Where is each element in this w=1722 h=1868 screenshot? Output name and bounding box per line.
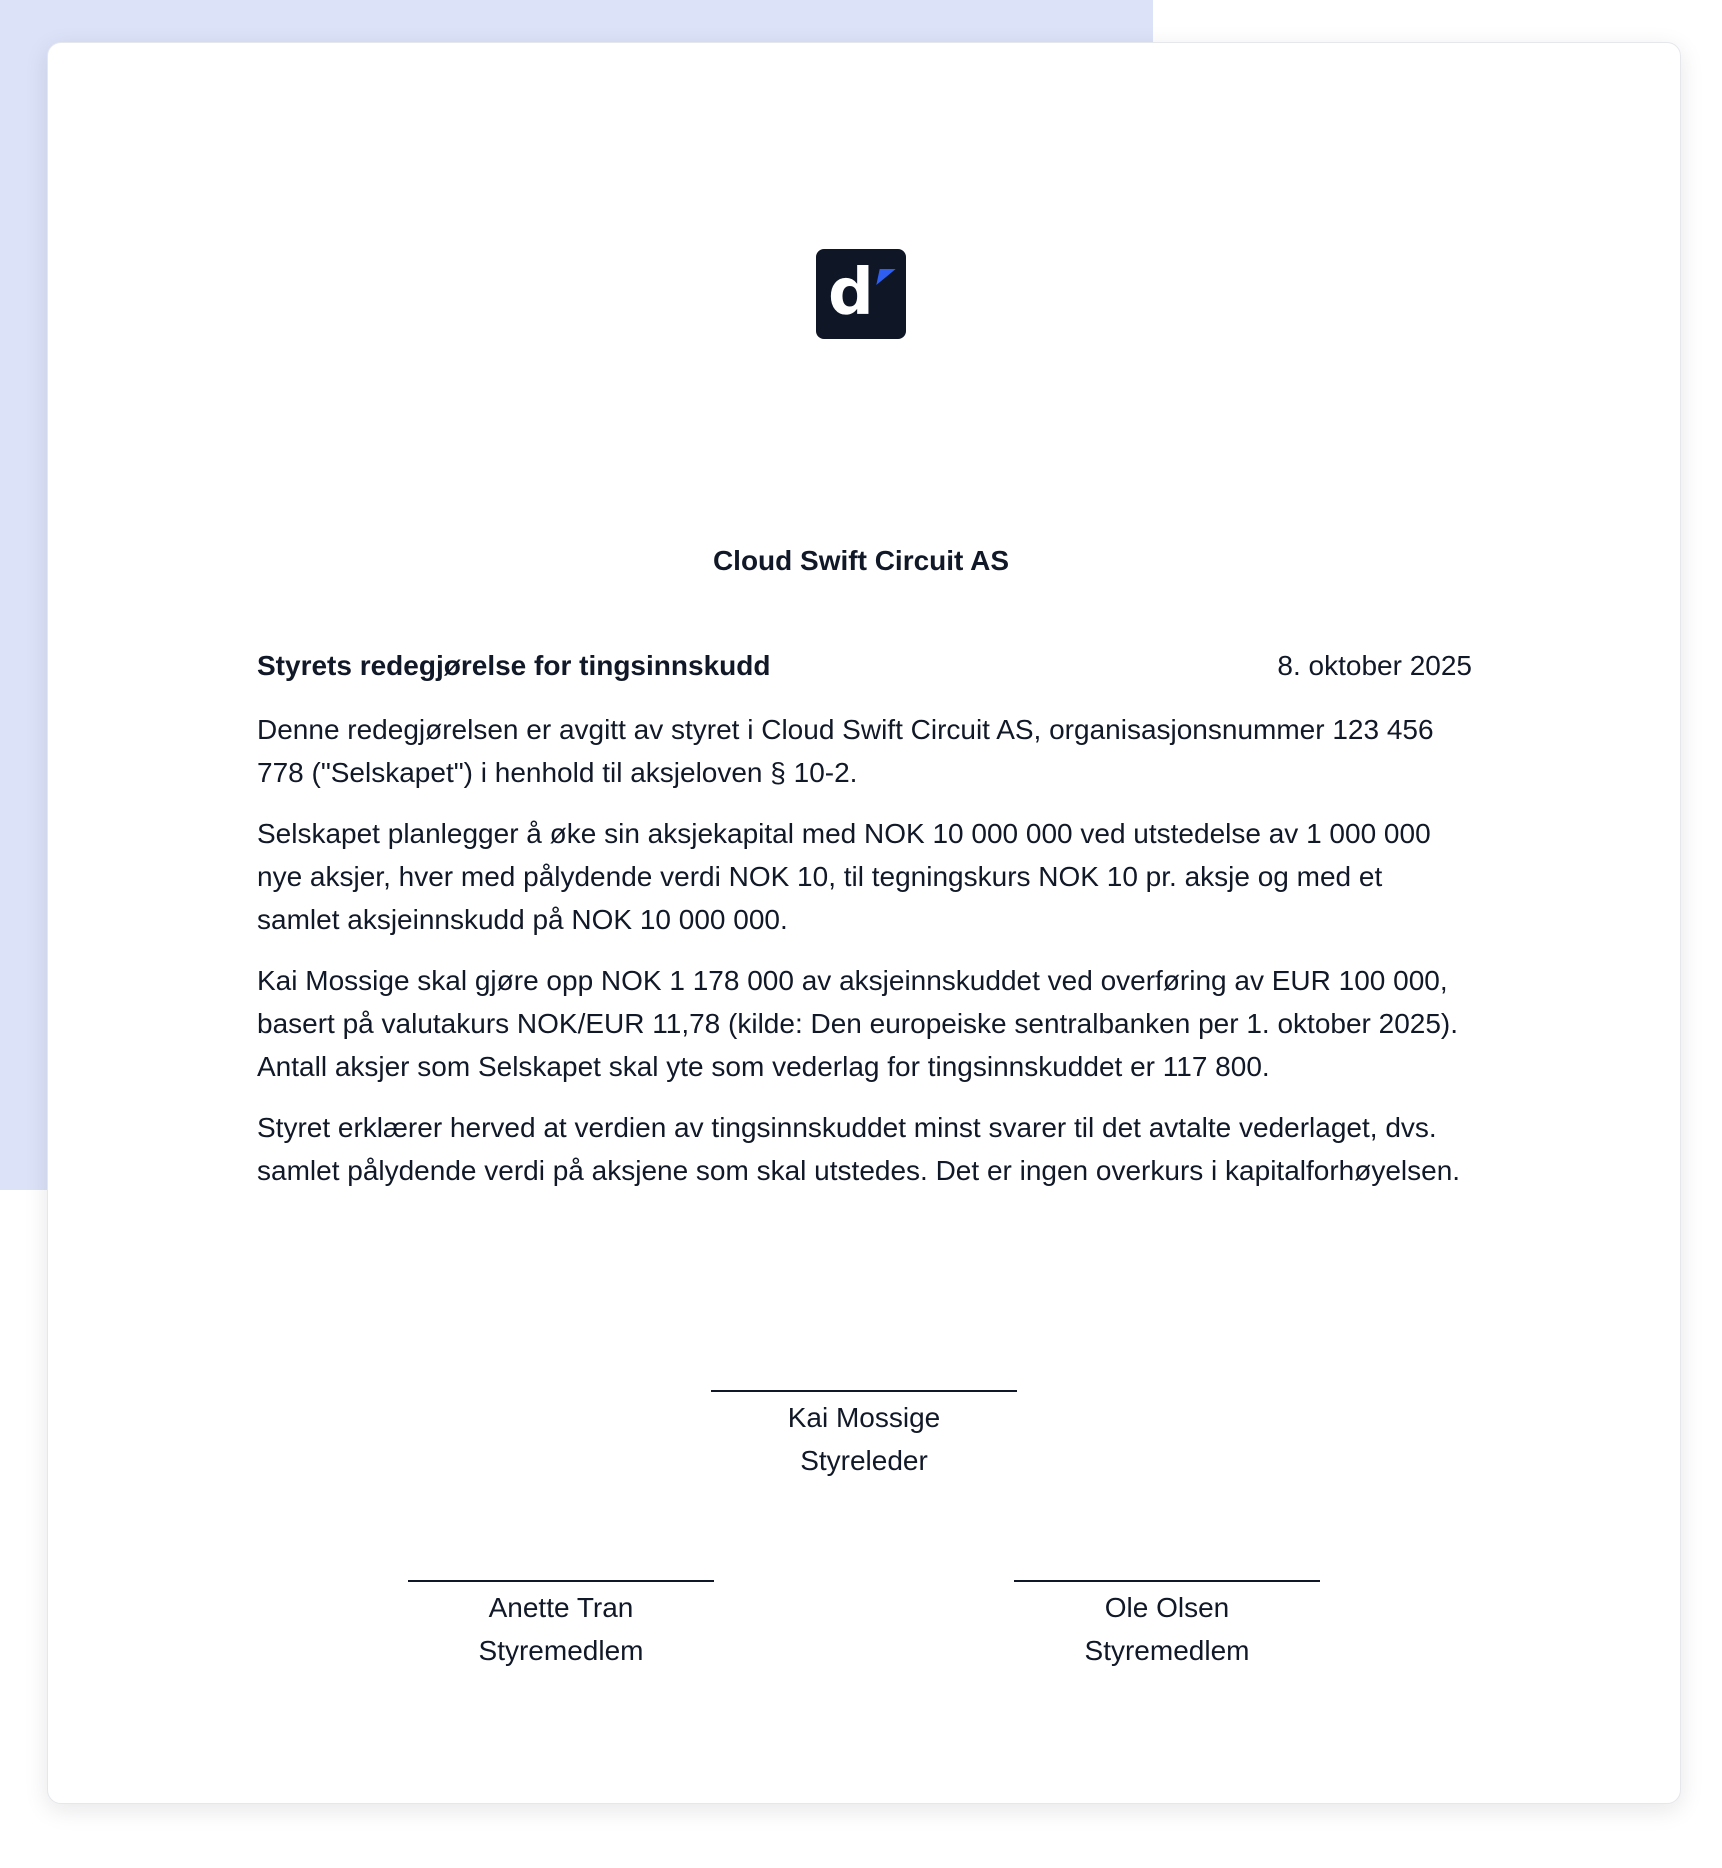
signature-block-member [408, 1580, 714, 1672]
paragraph: Selskapet planlegger å øke sin aksjekapital med NOK 10 000 000 ved utstedelse av 1 000 000 nye aksjer, hver med pålydende verdi NOK 10, til tegningskurs NOK 10 pr. aksje og med et samlet aksjeinnskudd på NOK 10 000 000. [257, 818, 1431, 935]
signer-name: Anette Tran [488, 1592, 634, 1623]
signer-name: Kai Mossige [787, 1402, 941, 1433]
company-logo [816, 249, 906, 339]
signature-line [711, 1390, 1017, 1392]
document-heading: Styrets redegjørelse for tingsinnskudd [257, 650, 771, 681]
signature-block-member [1014, 1580, 1320, 1672]
document-date: 8. oktober 2025 [1277, 650, 1472, 681]
document-body [257, 708, 1472, 1210]
signer-role: Styreleder [800, 1445, 928, 1476]
signature-line [408, 1580, 714, 1582]
company-name: Cloud Swift Circuit AS [712, 545, 1010, 576]
signature-line [1014, 1580, 1320, 1582]
logo-letter: d [828, 256, 874, 330]
logo-accent-mark [876, 269, 895, 285]
paragraph: Kai Mossige skal gjøre opp NOK 1 178 000 av aksjeinnskuddet ved overføring av EUR 100 000, basert på valutakurs NOK/EUR 11,78 (kilde: Den europeiske sentralbanken per 1. oktober 2025). Antall aksjer som Selskapet skal yte som vederlag for tingsinnskuddet er 117 800. [257, 965, 1459, 1082]
signer-role: Styremedlem [478, 1635, 644, 1666]
signer-name: Ole Olsen [1104, 1592, 1230, 1623]
paragraph: Styret erklærer herved at verdien av tingsinnskuddet minst svarer til det avtalte vederlaget, dvs. samlet pålydende verdi på aksjene som skal utstedes. Det er ingen overkurs i kapitalforhøyelsen. [257, 1112, 1461, 1186]
paragraph: Denne redegjørelsen er avgitt av styret i Cloud Swift Circuit AS, organisasjonsnummer 123 456 778 ("Selskapet") i henhold til aksjeloven § 10-2. [257, 714, 1434, 788]
signer-role: Styremedlem [1084, 1635, 1250, 1666]
signature-block-chair [711, 1390, 1017, 1482]
